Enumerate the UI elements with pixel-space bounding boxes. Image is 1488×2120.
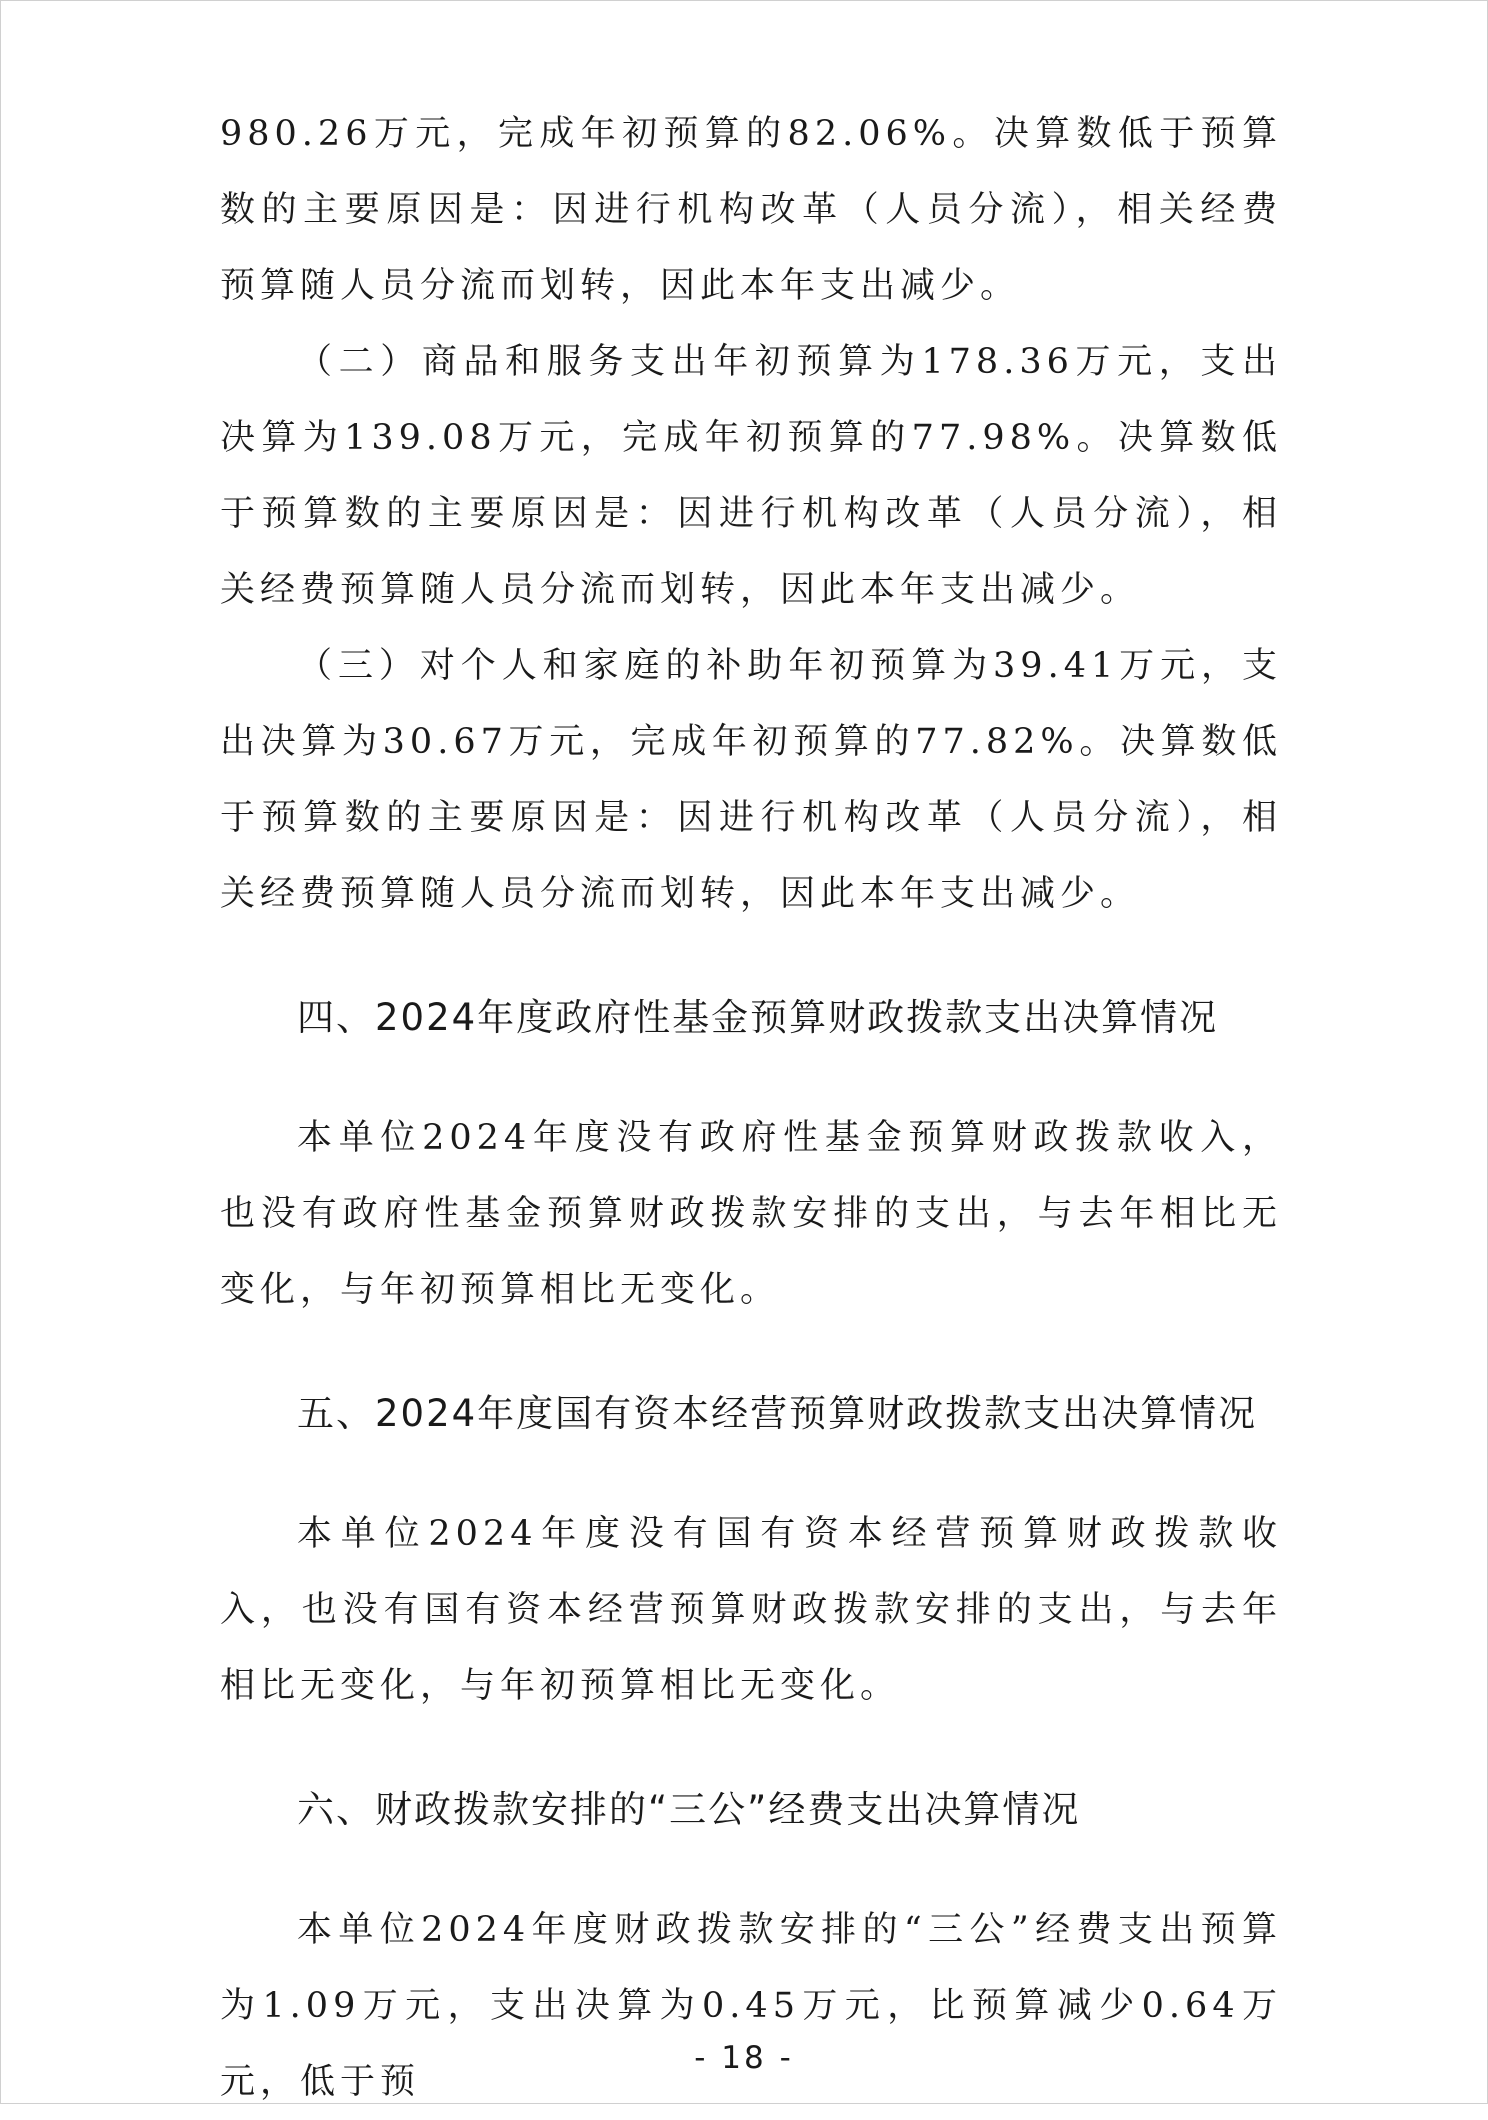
section-heading-three-public: 六、财政拨款安排的“三公”经费支出决算情况 <box>297 1788 1081 1831</box>
paragraph-goods-services-expenses: （二）商品和服务支出年初预算为178.36万元，支出决算为139.08万元，完成年初预算的77.98%。决算数低于预算数的主要原因是：因进行机构改革（人员分流），相关经费预算随人员分流而划转，因此本年支出减少。 <box>220 342 1282 610</box>
section-body-government-fund: 本单位2024年度没有政府性基金预算财政拨款收入，也没有政府性基金预算财政拨款安排的支出，与去年相比无变化，与年初预算相比无变化。 <box>220 1118 1282 1310</box>
paragraph-personnel-expenses-continued: 980.26万元，完成年初预算的82.06%。决算数低于预算数的主要原因是：因进行机构改革（人员分流），相关经费预算随人员分流而划转，因此本年支出减少。 <box>220 114 1282 306</box>
section-body-state-capital: 本单位2024年度没有国有资本经营预算财政拨款收入，也没有国有资本经营预算财政拨款安排的支出，与去年相比无变化，与年初预算相比无变化。 <box>220 1514 1282 1706</box>
document-body <box>220 96 1282 2120</box>
section-heading-government-fund: 四、2024年度政府性基金预算财政拨款支出决算情况 <box>297 996 1219 1039</box>
paragraph-household-subsidies: （三）对个人和家庭的补助年初预算为39.41万元，支出决算为30.67万元，完成年初预算的77.82%。决算数低于预算数的主要原因是：因进行机构改革（人员分流），相关经费预算随人员分流而划转，因此本年支出减少。 <box>220 646 1282 914</box>
page-number: - 18 - <box>694 2040 794 2076</box>
section-body-three-public: 本单位2024年度财政拨款安排的“三公”经费支出预算为1.09万元，支出决算为0.45万元，比预算减少0.64万元，低于预 <box>220 1910 1282 2102</box>
section-heading-state-capital: 五、2024年度国有资本经营预算财政拨款支出决算情况 <box>297 1392 1258 1435</box>
